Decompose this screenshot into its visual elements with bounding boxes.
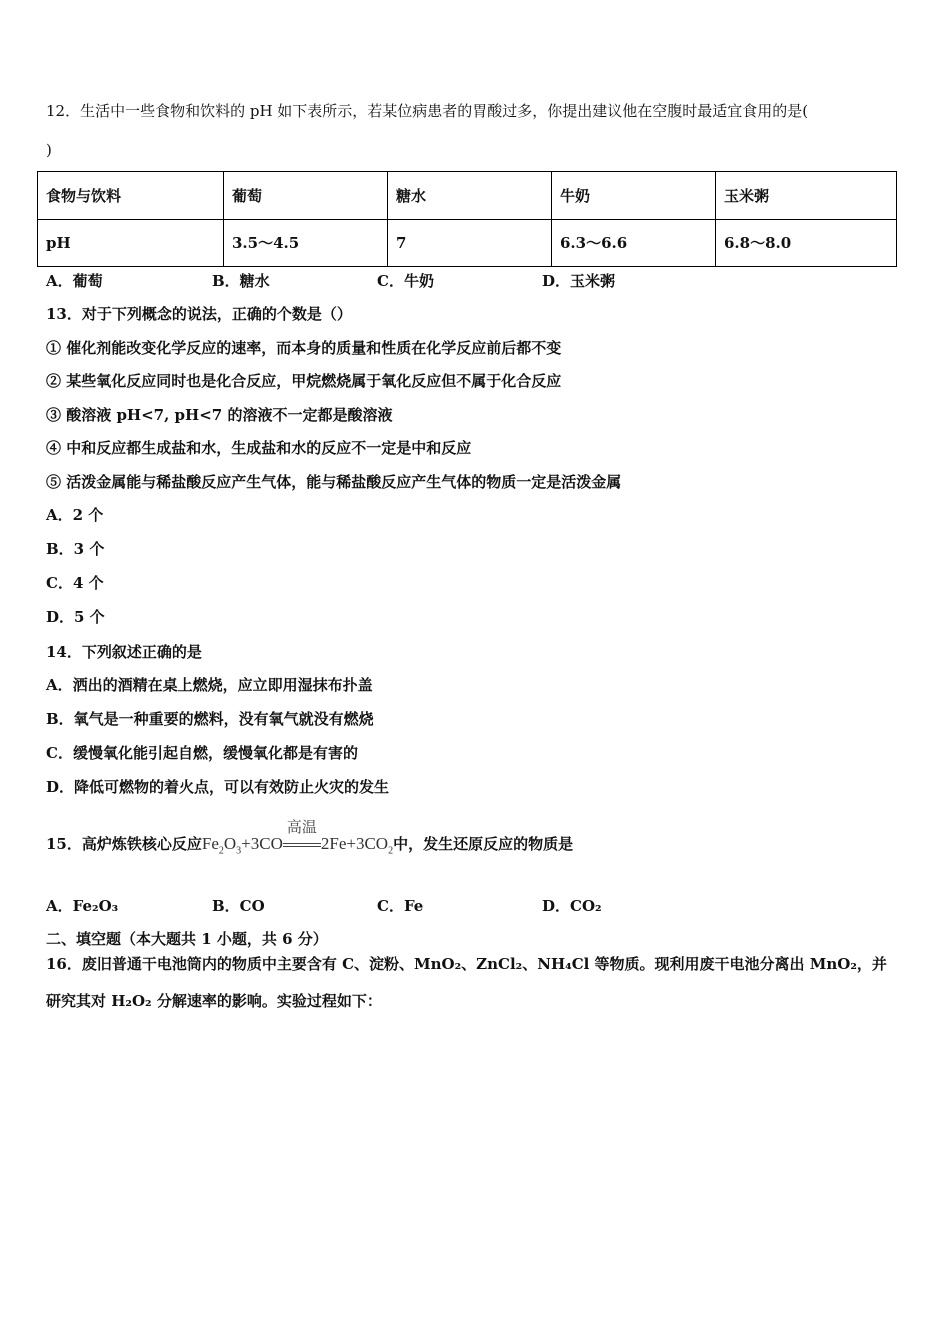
q15-option-b: B．CO [212,897,265,915]
ph-table [37,171,897,267]
q15-option-a: A．Fe₂O₃ [46,897,119,915]
reaction-equation: $Fe_2O_3+3CO$ 高温 $2Fe+3CO_2$ [201,820,394,857]
table-cell: 玉米粥 [716,172,897,220]
q14-option-d: D．降低可燃物的着火点，可以有效防止火灾的发生 [46,778,390,796]
table-cell: 7 [388,219,552,267]
q13-item: ② 某些氧化反应同时也是化合反应，甲烷燃烧属于氧化反应但不属于化合反应 [46,372,562,390]
table-cell: 6.3～6.6 [552,219,716,267]
reaction-condition: 高温 [286,820,317,837]
q13-item: ⑤ 活泼金属能与稀盐酸反应产生气体，能与稀盐酸反应产生气体的物质一定是活泼金属 [46,473,622,491]
table-cell: 糖水 [388,172,552,220]
q13-option-c: C．4 个 [46,574,104,592]
table-cell: 葡萄 [224,172,388,220]
q14-stem: 14．下列叙述正确的是 [46,643,202,661]
q13-option-b: B．3 个 [46,540,105,558]
table-cell: pH [38,219,224,267]
q12-option-b: B．糖水 [212,272,270,290]
q13-option-a: A．2 个 [46,506,104,524]
q13-item: ① 催化剂能改变化学反应的速率，而本身的质量和性质在化学反应前后都不变 [46,339,562,357]
q12-option-d: D．玉米粥 [542,272,616,290]
q12-option-a: A．葡萄 [46,272,103,290]
q13-item: ③ 酸溶液 pH<7, pH<7 的溶液不一定都是酸溶液 [46,406,393,424]
q13-stem: 13．对于下列概念的说法，正确的个数是（） [46,305,352,323]
q12-stem-close: ) [46,141,52,159]
q15-prefix: 15．高炉炼铁核心反应 [46,835,202,853]
q14-option-a: A．洒出的酒精在桌上燃烧，应立即用湿抹布扑盖 [46,676,373,694]
q12-option-c: C．牛奶 [377,272,434,290]
table-cell: 牛奶 [552,172,716,220]
section-heading: 二、填空题（本大题共 1 小题，共 6 分） [46,930,328,948]
q16-line-1: 16．废旧普通干电池筒内的物质中主要含有 C、淀粉、MnO₂、ZnCl₂、NH₄Cl 等物质。现利用废干电池分离出 MnO₂，并 [46,955,887,973]
q14-option-c: C．缓慢氧化能引起自燃，缓慢氧化都是有害的 [46,744,358,762]
q12-stem: 12．生活中一些食物和饮料的 pH 如下表所示，若某位病患者的胃酸过多，你提出建议他在空腹时最适宜食用的是( [46,102,809,120]
table-header-row [38,172,897,220]
table-cell: 食物与饮料 [38,172,224,220]
q13-option-d: D．5 个 [46,608,105,626]
table-cell: 3.5～4.5 [224,219,388,267]
q15-option-c: C．Fe [377,897,424,915]
q13-item: ④ 中和反应都生成盐和水，生成盐和水的反应不一定是中和反应 [46,439,472,457]
table-row [38,219,897,267]
q15-suffix: 中，发生还原反应的物质是 [393,835,574,853]
q14-option-b: B．氧气是一种重要的燃料，没有氧气就没有燃烧 [46,710,374,728]
reaction-arrow [283,820,321,854]
q15-option-d: D．CO₂ [542,897,602,915]
q15-stem [46,820,574,861]
table-cell: 6.8～8.0 [716,219,897,267]
q16-line-2: 研究其对 H₂O₂ 分解速率的影响。实验过程如下： [46,992,382,1010]
